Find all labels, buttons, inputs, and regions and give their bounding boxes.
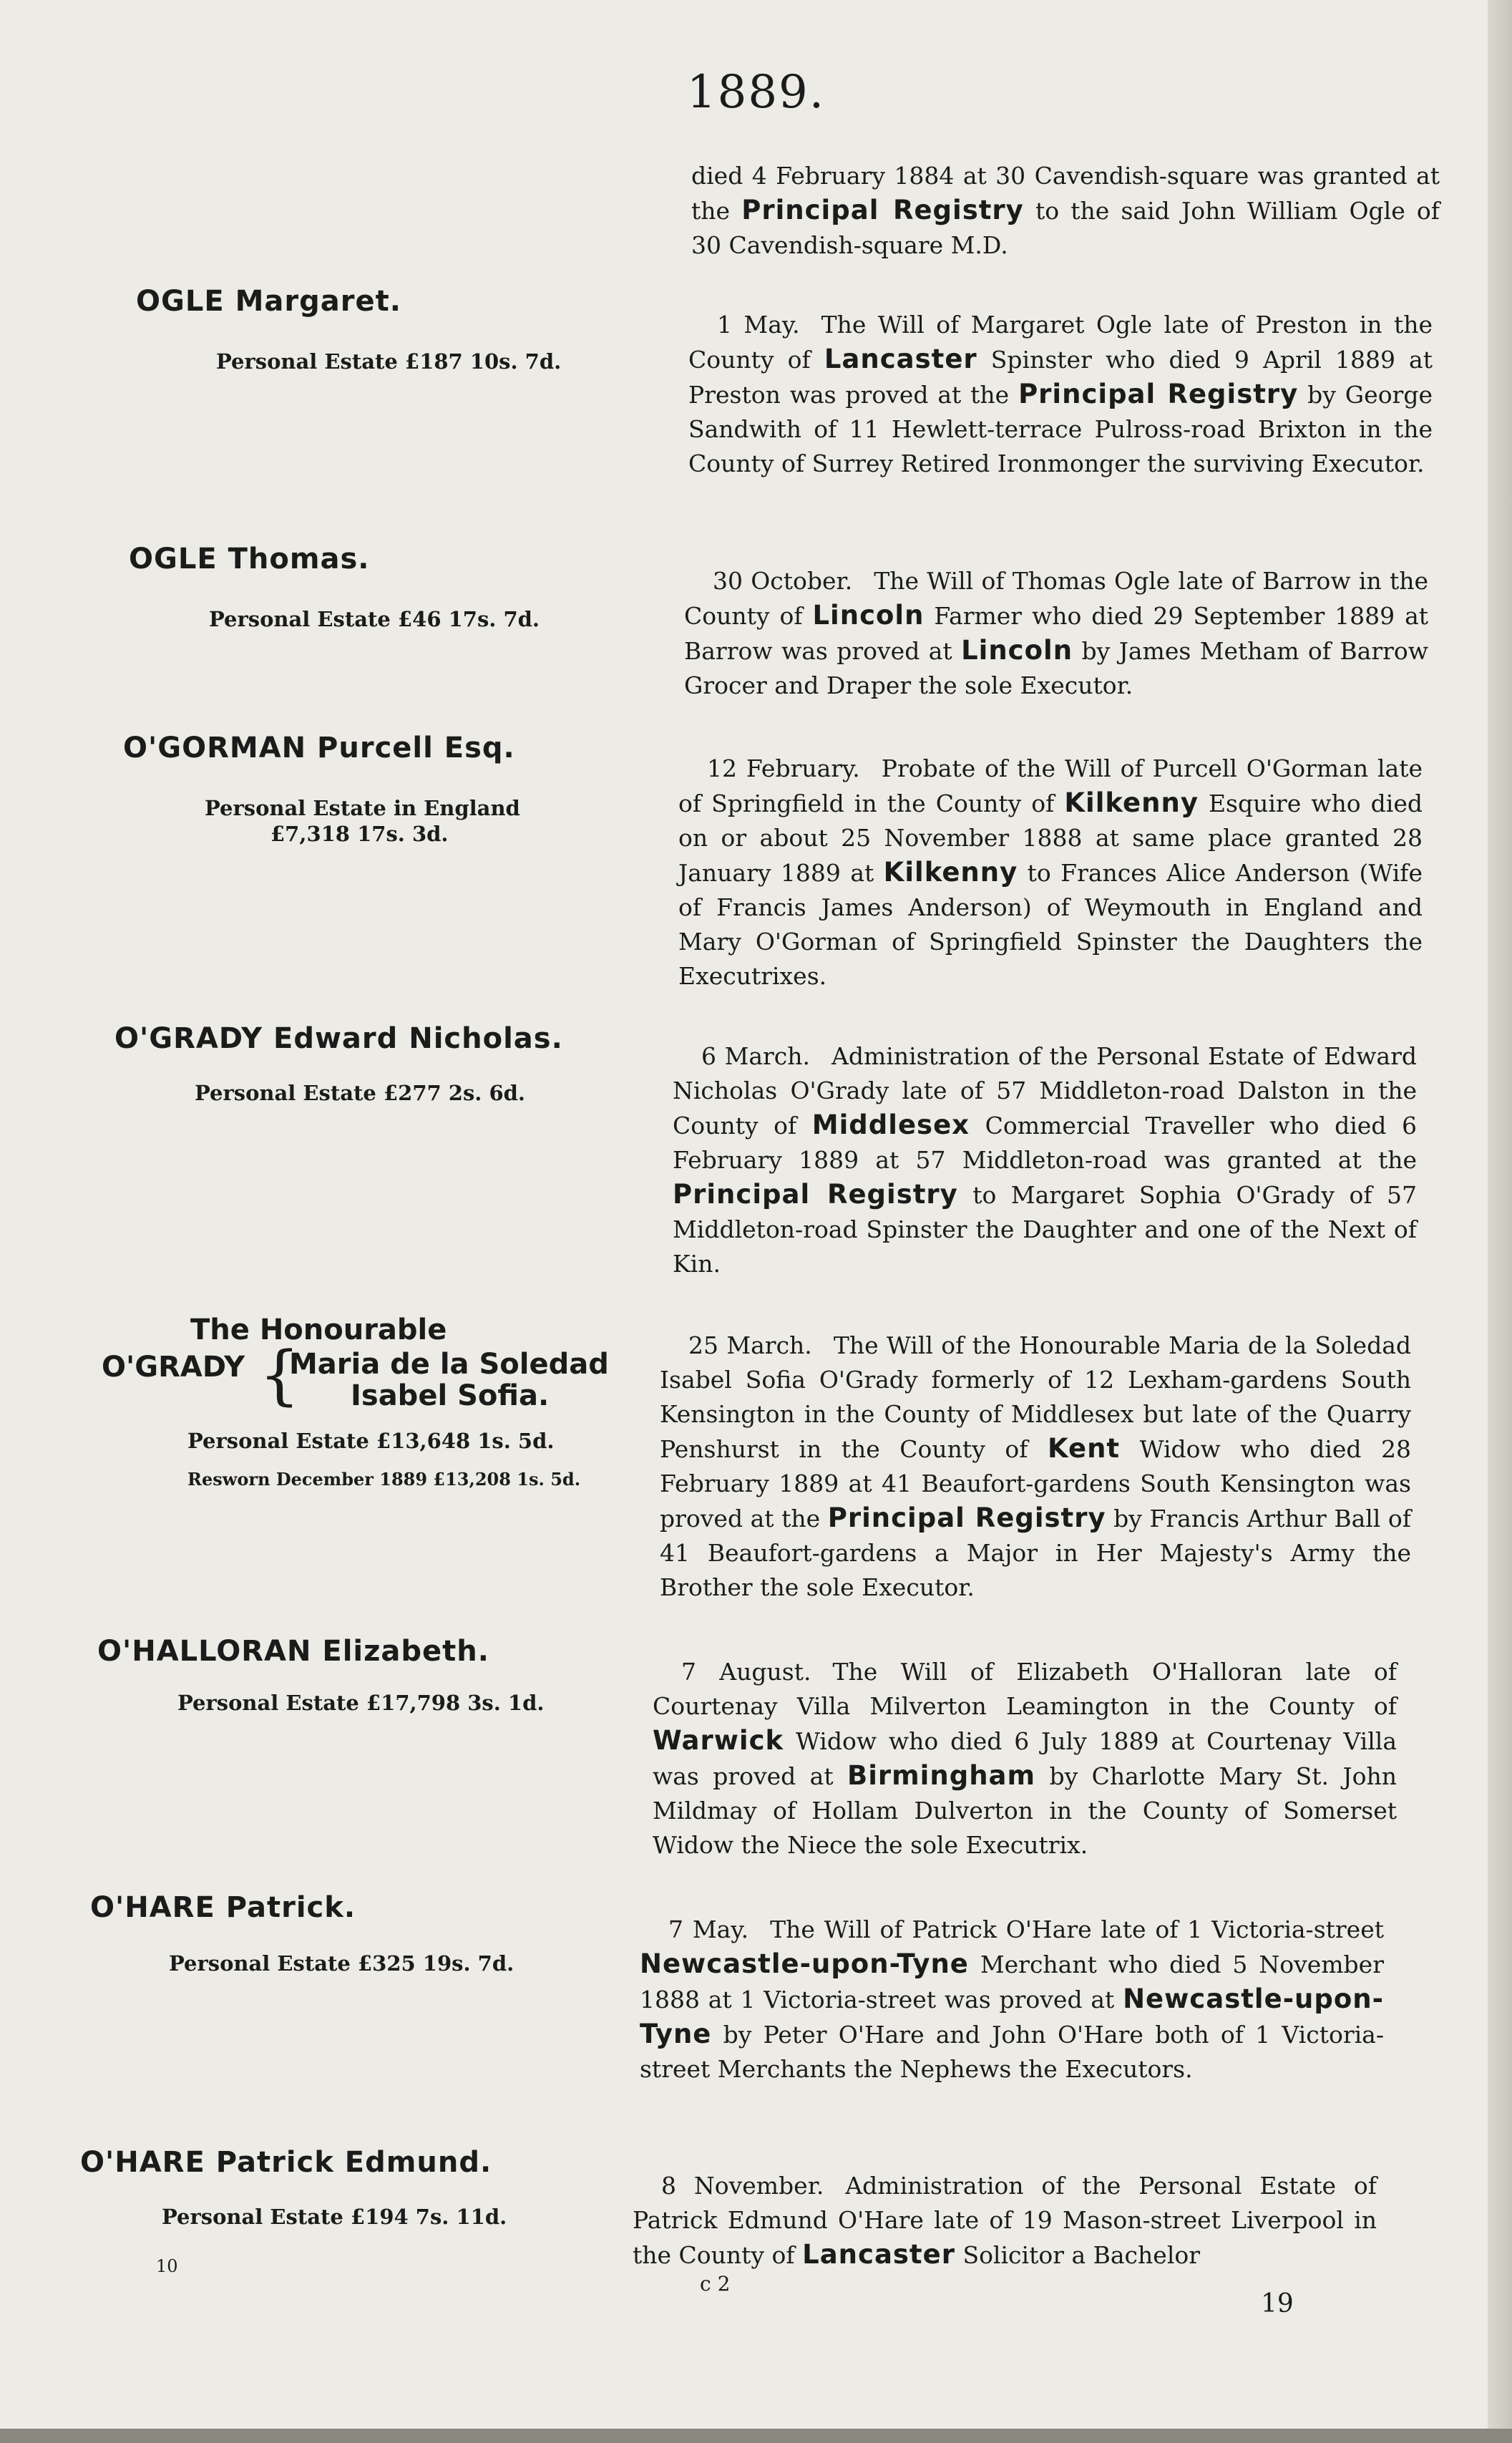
entry-estate: Personal Estate £277 2s. 6d.	[195, 1081, 526, 1105]
entry-name: O'GORMAN Purcell Esq.	[123, 732, 515, 764]
entry-place-name: Kilkenny	[1064, 787, 1199, 818]
entry-text	[640, 1913, 1384, 2087]
entry-estate: Personal Estate £46 17s. 7d.	[209, 607, 540, 631]
entry-name: O'HALLORAN Elizabeth.	[97, 1635, 489, 1668]
entry-date: 12 February.	[707, 754, 860, 782]
entry-place-name: Lancaster	[802, 2239, 955, 2270]
entry-text-segment: Widow who died 6 July 1889 at Courtenay Villa was proved at	[653, 1727, 1397, 1790]
continuation-place: Principal Registry	[741, 195, 1024, 225]
entry-place-name: Newcastle-upon-Tyne	[640, 1983, 1384, 2049]
entry-text	[653, 1655, 1397, 1862]
entry-date: 30 October.	[713, 567, 853, 595]
brace-symbol: {	[259, 1338, 301, 1413]
entry-estate: Personal Estate £13,648 1s. 5d.	[187, 1429, 555, 1453]
entry-resworn: Resworn December 1889 £13,208 1s. 5d.	[187, 1469, 581, 1490]
entry-text-segment: Probate of the Will of Purcell O'Gorman late of Springfield in the County of	[678, 754, 1423, 817]
page-edge	[1488, 0, 1512, 2443]
entry-text-segment: Spinster who died 9 April 1889 at Preston was proved at the	[688, 346, 1433, 409]
entry-text-segment: The Will of Patrick O'Hare late of 1 Victoria-street	[770, 1915, 1384, 1943]
entry-text-segment: by Francis Arthur Ball of 41 Beaufort-gardens a Major in Her Majesty's Army the Brother the sole Executor.	[660, 1505, 1411, 1601]
entry-text-segment: Widow who died 28 February 1889 at 41 Beaufort-gardens South Kensington was proved at the	[660, 1435, 1411, 1533]
entry-date: 8 November.	[661, 2172, 824, 2200]
entry-name: OGLE Margaret.	[136, 285, 401, 318]
entry-text-segment: The Will of Thomas Ogle late of Barrow in the County of	[684, 567, 1428, 630]
entry-estate-amount: £7,318 17s. 3d.	[270, 822, 449, 846]
continuation-text: died 4 February 1884 at 30 Cavendish-square was granted at the	[691, 162, 1440, 225]
entry-date: 25 March.	[688, 1331, 812, 1359]
page-bottom-edge	[0, 2429, 1512, 2443]
entry-text-segment: by Charlotte Mary St. John Mildmay of Hollam Dulverton in the County of Somerset Widow the Niece the sole Executrix.	[653, 1762, 1397, 1859]
entry-date: 6 March.	[701, 1042, 811, 1070]
entry-name-surname: O'GRADY	[102, 1351, 245, 1384]
entry-name-forenames: Maria de la Soledad	[289, 1348, 609, 1381]
entry-date: 1 May.	[717, 311, 800, 339]
entry-date: 7 August.	[681, 1658, 811, 1686]
entry-text	[678, 752, 1423, 994]
entry-text	[673, 1039, 1417, 1281]
entry-text	[633, 2169, 1377, 2273]
entry-text	[688, 308, 1433, 481]
entry-place-name: Middlesex	[811, 1109, 970, 1140]
entry-place-name: Kilkenny	[883, 857, 1018, 888]
continuation-entry	[691, 159, 1440, 263]
entry-place-name: Newcastle-upon-Tyne	[640, 1948, 969, 1979]
entry-place-name: Principal Registry	[673, 1179, 958, 1210]
entry-text-segment: by Peter O'Hare and John O'Hare both of 1 Victoria-street Merchants the Nephews the Executors.	[640, 2021, 1384, 2083]
entry-text-segment: by George Sandwith of 11 Hewlett-terrace Pulross-road Brixton in the County of Surrey Retired Ironmonger the surviving Executor.	[688, 381, 1433, 477]
entry-text-segment: Administration of the Personal Estate of Edward Nicholas O'Grady late of 57 Middleton-road Dalston in the County of	[673, 1042, 1418, 1140]
entry-place-name: Lancaster	[824, 344, 977, 374]
entry-estate: Personal Estate £325 19s. 7d.	[169, 1951, 514, 1976]
entry-text	[660, 1329, 1411, 1605]
entry-name-title: The Honourable	[190, 1313, 447, 1346]
entry-place-name: Principal Registry	[827, 1502, 1106, 1533]
entry-place-name: Warwick	[653, 1725, 784, 1756]
entry-estate: Personal Estate in England	[205, 796, 520, 820]
entry-text-segment: to Frances Alice Anderson (Wife of Francis James Anderson) of Weymouth in England and Mary O'Gorman of Springfield Spinster the Daughters the Executrixes.	[678, 859, 1423, 990]
entry-name: O'HARE Patrick.	[90, 1891, 356, 1924]
entry-text-segment: Commercial Traveller who died 6 February 1889 at 57 Middleton-road was granted at the	[673, 1112, 1417, 1174]
entry-name: OGLE Thomas.	[129, 543, 370, 575]
entry-name-forenames-cont: Isabel Sofia.	[351, 1379, 550, 1412]
entry-place-name: Birmingham	[847, 1760, 1036, 1791]
entry-text-segment: The Will of the Honourable Maria de la Soledad Isabel Sofia O'Grady formerly of 12 Lexham-gardens South Kensington in the County of Middlesex but late of the Quarry Penshurst in the County of	[660, 1331, 1411, 1463]
entry-place-name: Principal Registry	[1018, 379, 1299, 409]
entry-place-name: Kent	[1047, 1433, 1121, 1464]
entry-text-segment: Esquire who died on or about 25 November 1888 at same place granted 28 January 1889 at	[678, 790, 1423, 887]
entry-text-segment: The Will of Margaret Ogle late of Preston in the County of	[688, 311, 1433, 374]
entry-text-segment: Farmer who died 29 September 1889 at Barrow was proved at	[684, 602, 1429, 665]
entry-place-name: Lincoln	[812, 600, 925, 631]
entry-text-segment: Solicitor a Bachelor	[955, 2241, 1201, 2269]
entry-name: O'HARE Patrick Edmund.	[80, 2146, 492, 2179]
footer-signature: c 2	[700, 2272, 731, 2296]
footer-page-number: 19	[1261, 2289, 1294, 2318]
entry-estate: Personal Estate £17,798 3s. 1d.	[177, 1691, 545, 1715]
entry-text-segment: Administration of the Personal Estate of Patrick Edmund O'Hare late of 19 Mason-street Liverpool in the County of	[633, 2172, 1377, 2269]
footer-left-number: 10	[156, 2256, 178, 2276]
continuation-text-end: to the said John William Ogle of 30 Cavendish-square M.D.	[691, 197, 1440, 259]
entry-date: 7 May.	[668, 1915, 749, 1943]
entry-text-segment: to Margaret Sophia O'Grady of 57 Middleton-road Spinster the Daughter and one of the Next of Kin.	[673, 1181, 1417, 1278]
entry-estate: Personal Estate £194 7s. 11d.	[162, 2205, 507, 2229]
entry-estate: Personal Estate £187 10s. 7d.	[216, 349, 562, 374]
entry-text-segment: Merchant who died 5 November 1888 at 1 Victoria-street was proved at	[640, 1951, 1384, 2014]
entry-text	[684, 564, 1428, 703]
entry-place-name: Lincoln	[961, 635, 1073, 666]
entry-name: O'GRADY Edward Nicholas.	[114, 1022, 563, 1055]
entry-text-segment: The Will of Elizabeth O'Halloran late of Courtenay Villa Milverton Leamington in the County of	[653, 1658, 1397, 1720]
entry-text-segment: by James Metham of Barrow Grocer and Draper the sole Executor.	[684, 637, 1428, 699]
page-year-heading: 1889.	[686, 66, 826, 119]
